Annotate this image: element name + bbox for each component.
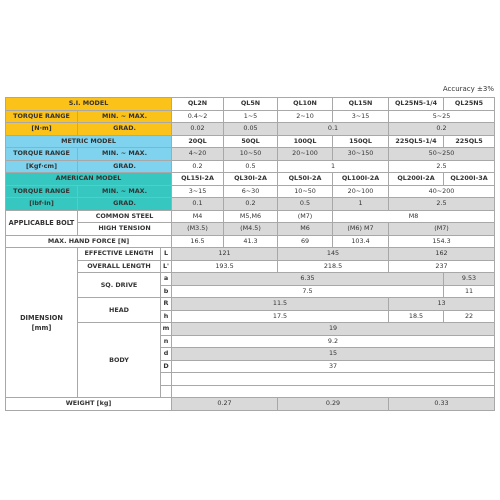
metric-model-4: 150QL	[333, 135, 389, 148]
si-model-5: QL25N5-1/4	[389, 98, 444, 111]
american-model-row	[6, 173, 495, 186]
american-model-5: QL200I-2A	[389, 173, 444, 186]
body-D-value: 37	[172, 360, 495, 373]
eff-length-sym: L	[161, 248, 172, 261]
ovr-length-label: OVERALL LENGTH	[78, 260, 161, 273]
metric-grad-4: 2.5	[389, 160, 495, 173]
bolt-high-1: (M3.5)	[172, 223, 224, 236]
si-range-3: 2~10	[278, 110, 333, 123]
hand-force-3: 69	[278, 235, 333, 248]
weight-2: 0.29	[278, 398, 389, 411]
si-model-row	[6, 98, 495, 111]
hand-force-2: 41.3	[224, 235, 278, 248]
american-range-4: 20~100	[333, 185, 389, 198]
head-h-1: 17.5	[172, 310, 389, 323]
metric-unit: [Kgf·cm]	[6, 160, 78, 173]
dim-body-m-row	[6, 323, 495, 336]
american-model-3: QL50I-2A	[278, 173, 333, 186]
american-range-5: 40~200	[389, 185, 495, 198]
bolt-high-row	[6, 223, 495, 236]
ovr-length-2: 218.5	[278, 260, 389, 273]
dimension-label	[6, 248, 78, 398]
american-range-3: 10~50	[278, 185, 333, 198]
sq-a-1: 6.35	[172, 273, 444, 286]
metric-model-1: 20QL	[172, 135, 224, 148]
si-torque-label: TORQUE RANGE	[6, 110, 78, 123]
bolt-common-2: M5,M6	[224, 210, 278, 223]
body-spacer-sym-1	[161, 373, 172, 386]
dimension-unit: [mm]	[31, 323, 52, 332]
hand-force-5: 154.3	[389, 235, 495, 248]
body-n-sym: n	[161, 335, 172, 348]
weight-label: WEIGHT [kg]	[6, 398, 172, 411]
sq-b-2: 11	[444, 285, 495, 298]
american-model-2: QL30I-2A	[224, 173, 278, 186]
si-range-row	[6, 110, 495, 123]
ovr-length-1: 193.5	[172, 260, 278, 273]
si-model-label: S.I. MODEL	[6, 98, 172, 111]
american-grad-2: 0.2	[224, 198, 278, 211]
si-grad-row	[6, 123, 495, 136]
american-grad-label: GRAD.	[78, 198, 172, 211]
body-m-sym: m	[161, 323, 172, 336]
body-label: BODY	[78, 323, 161, 398]
american-grad-1: 0.1	[172, 198, 224, 211]
head-h-3: 22	[444, 310, 495, 323]
weight-3: 0.33	[389, 398, 495, 411]
weight-row	[6, 398, 495, 411]
body-d-sym: d	[161, 348, 172, 361]
metric-minmax-label: MIN. ~ MAX.	[78, 148, 172, 161]
bolt-high-2: (M4.5)	[224, 223, 278, 236]
american-grad-row	[6, 198, 495, 211]
si-range-4: 3~15	[333, 110, 389, 123]
si-model-1: QL2N	[172, 98, 224, 111]
metric-model-label: METRIC MODEL	[6, 135, 172, 148]
metric-range-5: 50~250	[389, 148, 495, 161]
spec-table	[5, 97, 495, 411]
body-n-value: 9.2	[172, 335, 495, 348]
eff-length-3: 162	[389, 248, 495, 261]
american-range-1: 3~15	[172, 185, 224, 198]
metric-model-5: 225QL5-1/4	[389, 135, 444, 148]
metric-model-2: 50QL	[224, 135, 278, 148]
american-model-4: QL100I-2A	[333, 173, 389, 186]
american-model-1: QL15I-2A	[172, 173, 224, 186]
si-unit: [N·m]	[6, 123, 78, 136]
body-spacer-sym-2	[161, 385, 172, 398]
metric-grad-2: 0.5	[224, 160, 278, 173]
si-grad-3: 0.1	[278, 123, 389, 136]
metric-model-row	[6, 135, 495, 148]
metric-range-1: 4~20	[172, 148, 224, 161]
hand-force-label: MAX. HAND FORCE [N]	[6, 235, 172, 248]
sq-a-2: 9.53	[444, 273, 495, 286]
bolt-common-1: M4	[172, 210, 224, 223]
si-range-5: 5~25	[389, 110, 495, 123]
hand-force-4: 103.4	[333, 235, 389, 248]
bolt-high-label: HIGH TENSION	[78, 223, 172, 236]
sq-a-sym: a	[161, 273, 172, 286]
metric-range-2: 10~50	[224, 148, 278, 161]
sq-drive-label: SQ. DRIVE	[78, 273, 161, 298]
head-h-sym: h	[161, 310, 172, 323]
body-spacer-2	[172, 385, 495, 398]
body-spacer-1	[172, 373, 495, 386]
si-range-1: 0.4~2	[172, 110, 224, 123]
bolt-common-label: COMMON STEEL	[78, 210, 172, 223]
american-range-row	[6, 185, 495, 198]
bolt-high-4: (M6) M7	[333, 223, 389, 236]
si-range-2: 1~5	[224, 110, 278, 123]
metric-grad-1: 0.2	[172, 160, 224, 173]
ovr-length-sym: L'	[161, 260, 172, 273]
metric-range-row	[6, 148, 495, 161]
bolt-label: APPLICABLE BOLT	[6, 210, 78, 235]
weight-1: 0.27	[172, 398, 278, 411]
american-model-6: QL200I-3A	[444, 173, 495, 186]
dim-sq-a-row	[6, 273, 495, 286]
si-grad-1: 0.02	[172, 123, 224, 136]
head-r-1: 11.5	[172, 298, 389, 311]
american-torque-label: TORQUE RANGE	[6, 185, 78, 198]
dim-head-r-row	[6, 298, 495, 311]
sq-b-1: 7.5	[172, 285, 444, 298]
eff-length-label: EFFECTIVE LENGTH	[78, 248, 161, 261]
accuracy-note: Accuracy ±3%	[442, 85, 494, 93]
si-model-6: QL25N5	[444, 98, 495, 111]
body-D-sym: D	[161, 360, 172, 373]
metric-range-3: 20~100	[278, 148, 333, 161]
dim-eff-row	[6, 248, 495, 261]
metric-torque-label: TORQUE RANGE	[6, 148, 78, 161]
eff-length-1: 121	[172, 248, 278, 261]
hand-force-1: 16.5	[172, 235, 224, 248]
american-unit: [lbf·in]	[6, 198, 78, 211]
american-grad-4: 1	[333, 198, 389, 211]
american-range-2: 6~30	[224, 185, 278, 198]
eff-length-2: 145	[278, 248, 389, 261]
metric-range-4: 30~150	[333, 148, 389, 161]
metric-grad-row	[6, 160, 495, 173]
head-r-2: 13	[389, 298, 495, 311]
si-model-2: QL5N	[224, 98, 278, 111]
american-minmax-label: MIN. ~ MAX.	[78, 185, 172, 198]
bolt-common-4: M8	[333, 210, 495, 223]
body-d-value: 15	[172, 348, 495, 361]
metric-model-6: 225QL5	[444, 135, 495, 148]
bolt-high-3: M6	[278, 223, 333, 236]
american-model-label: AMERICAN MODEL	[6, 173, 172, 186]
sq-b-sym: b	[161, 285, 172, 298]
metric-grad-label: GRAD.	[78, 160, 172, 173]
american-grad-5: 2.5	[389, 198, 495, 211]
head-r-sym: R	[161, 298, 172, 311]
dimension-title: DIMENSION	[20, 313, 63, 322]
body-m-value: 19	[172, 323, 495, 336]
bolt-common-3: (M7)	[278, 210, 333, 223]
ovr-length-3: 237	[389, 260, 495, 273]
head-h-2: 18.5	[389, 310, 444, 323]
si-minmax-label: MIN. ~ MAX.	[78, 110, 172, 123]
head-label: HEAD	[78, 298, 161, 323]
dim-ovr-row	[6, 260, 495, 273]
si-model-3: QL10N	[278, 98, 333, 111]
si-model-4: QL15N	[333, 98, 389, 111]
hand-force-row	[6, 235, 495, 248]
metric-model-3: 100QL	[278, 135, 333, 148]
si-grad-4: 0.2	[389, 123, 495, 136]
american-grad-3: 0.5	[278, 198, 333, 211]
bolt-high-5: (M7)	[389, 223, 495, 236]
bolt-common-row	[6, 210, 495, 223]
si-grad-2: 0.05	[224, 123, 278, 136]
si-grad-label: GRAD.	[78, 123, 172, 136]
metric-grad-3: 1	[278, 160, 389, 173]
